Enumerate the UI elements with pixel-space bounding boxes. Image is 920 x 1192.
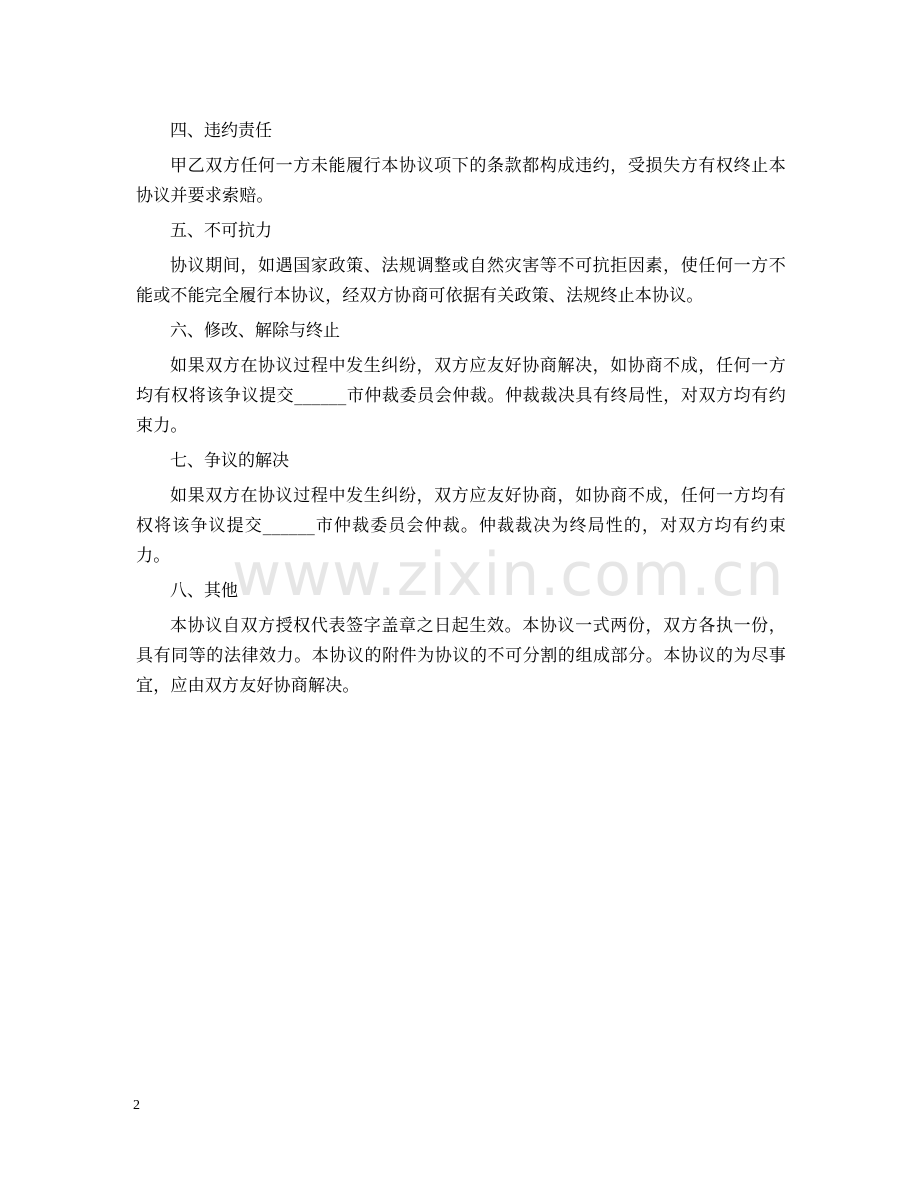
- section-body-other: 本协议自双方授权代表签字盖章之日起生效。本协议一式两份，双方各执一份，具有同等的法律效力。本协议的附件为协议的不可分割的组成部分。本协议的为尽事宜，应由双方友好协商解决。: [136, 616, 786, 696]
- section-heading-breach: 四、违约责任: [170, 121, 272, 141]
- page-number: 2: [133, 1098, 140, 1113]
- section-heading-other: 八、其他: [170, 581, 238, 601]
- section-body-breach: 甲乙双方任何一方未能履行本协议项下的条款都构成违约，受损失方有权终止本协议并要求索赔。: [136, 156, 786, 206]
- watermark: www.zixin.com.cn: [232, 540, 785, 610]
- section-heading-modification: 六、修改、解除与终止: [170, 321, 340, 341]
- section-body-dispute: 如果双方在协议过程中发生纠纷，双方应友好协商，如协商不成，任何一方均有权将该争议提交______市仲裁委员会仲裁。仲裁裁决为终局性的，对双方均有约束力。: [136, 486, 786, 566]
- section-heading-force-majeure: 五、不可抗力: [170, 221, 272, 241]
- section-body-force-majeure: 协议期间，如遇国家政策、法规调整或自然灾害等不可抗拒因素，使任何一方不能或不能完全履行本协议，经双方协商可依据有关政策、法规终止本协议。: [136, 256, 786, 306]
- section-body-modification: 如果双方在协议过程中发生纠纷，双方应友好协商解决，如协商不成，任何一方均有权将该争议提交______市仲裁委员会仲裁。仲裁裁决具有终局性，对双方均有约束力。: [136, 356, 786, 436]
- document-body: [136, 116, 786, 706]
- section-heading-dispute: 七、争议的解决: [170, 451, 289, 471]
